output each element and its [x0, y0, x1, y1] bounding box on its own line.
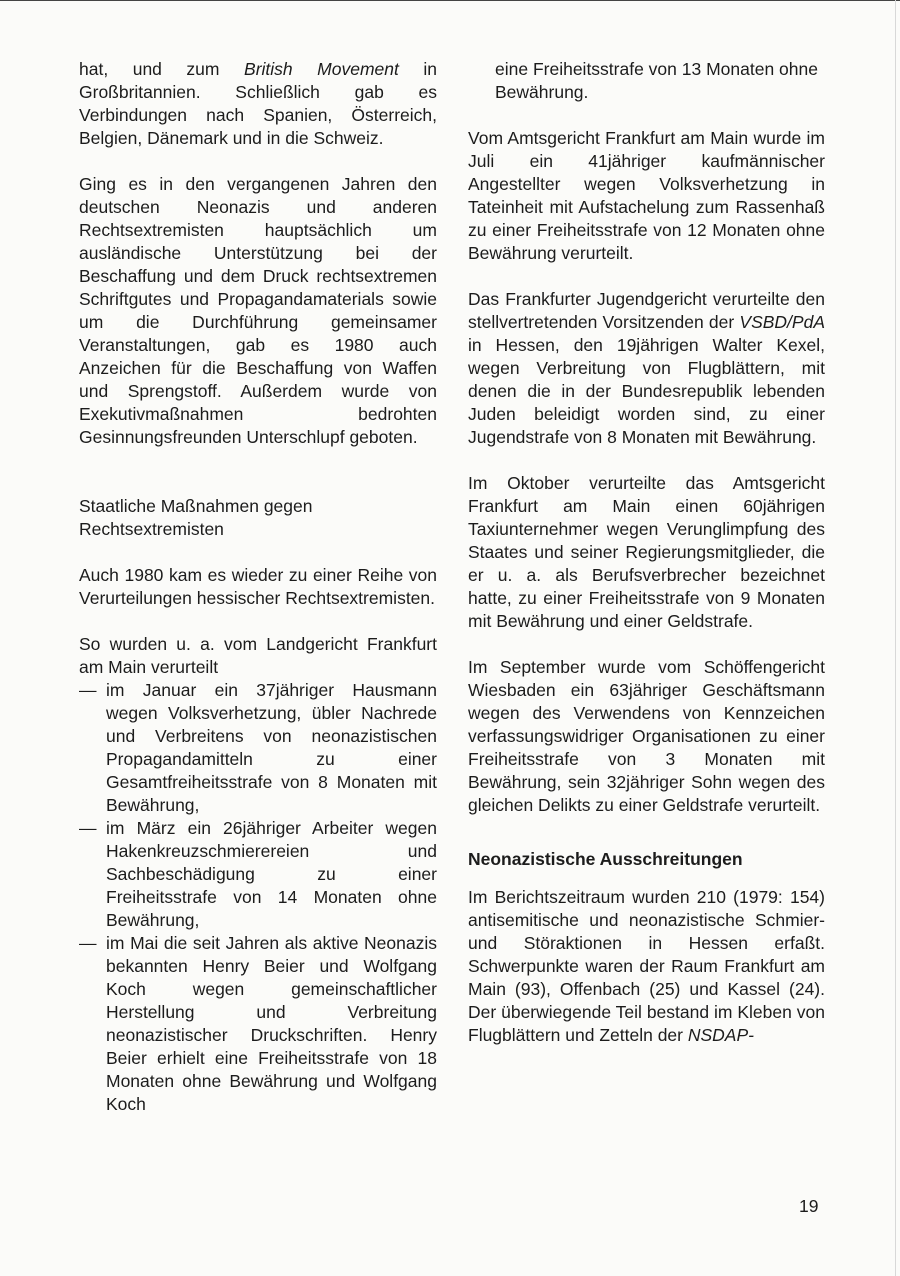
paragraph-incidents: Im Berichtszeitraum wurden 210 (1979: 154) antisemitische und neonazistische Schmier- und Störaktionen in Hessen erfaßt. Schwerpunkte waren der Raum Frankfurt am Main (93), Offenbach (25) und Kassel (24). Der überwiegende Teil bestand im Kleben von Flugblättern und Zetteln der NSDAP- [468, 887, 825, 1045]
left-column [79, 58, 437, 1116]
page-number: 19 [799, 1196, 819, 1216]
paragraph-amtsgericht-july: Vom Amtsgericht Frankfurt am Main wurde im Juli ein 41jähriger kaufmännischer Angestellter wegen Volksverhetzung in Tateinheit mit Aufstachelung zum Rassenhaß zu einer Freiheitsstrafe von 12 Monaten ohne Bewährung verurteilt. [468, 128, 825, 263]
section-title: Staatliche Maßnahmen gegen Rechtsextremisten [79, 496, 313, 539]
nsdap-italic: NSDAP- [687, 1025, 754, 1045]
list-item: — im Januar ein 37jähriger Hausmann wegen Volksverhetzung, übler Nachrede und Verbreitens von neonazistischen Propagandamitteln zu einer Gesamtfreiheitsstrafe von 8 Monaten mit Bewährung, [79, 679, 437, 817]
list-item: — im Mai die seit Jahren als aktive Neonazis bekannten Henry Beier und Wolfgang Koch wegen gemeinschaftlicher Herstellung und Verbreitung neonazistischer Druckschriften. Henry Beier erhielt eine Freiheitsstrafe von 18 Monaten ohne Bewährung und Wolfgang Koch [79, 932, 437, 1116]
british-movement-italic: British Movement [244, 59, 399, 79]
right-column [468, 58, 825, 1047]
paragraph-foreign-support: Ging es in den vergangenen Jahren den deutschen Neonazis und anderen Rechtsextremisten hauptsächlich um ausländische Unterstützung bei der Beschaffung und dem Druck rechtsextremen Schriftgutes und Propagandamaterials sowie um die Durchführung gemeinsamer Veranstaltungen, gab es 1980 auch Anzeichen für die Beschaffung von Waffen und Sprengstoff. Außerdem wurde von Exekutivmaßnahmen bedrohten Gesinnungsfreunden Unterschlupf geboten. [79, 174, 437, 447]
paragraph-september: Im September wurde vom Schöffengericht Wiesbaden ein 63jähriger Geschäftsmann wegen des Verwendens von Kennzeichen verfassungswidriger Organisationen zu einer Freiheitsstrafe von 3 Monaten mit Bewährung, sein 32jähriger Sohn wegen des gleichen Delikts zu einer Geldstrafe verurteilt. [468, 657, 825, 815]
paragraph-landgericht: So wurden u. a. vom Landgericht Frankfurt am Main verurteilt [79, 634, 437, 677]
paragraph-jugendgericht: Das Frankfurter Jugendgericht verurteilte den stellvertretenden Vorsitzenden der VSBD/PdA in Hessen, den 19jährigen Walter Kexel, wegen Verbreitung von Flugblättern, mit denen die in der Bundesrepublik lebenden Juden beleidigt worden sind, zu einer Jugendstrafe von 8 Monaten mit Bewährung. [468, 289, 825, 447]
list-item: — im März ein 26jähriger Arbeiter wegen Hakenkreuzschmierereien und Sachbeschädigung zu einer Freiheitsstrafe von 14 Monaten ohne Bewährung, [79, 817, 437, 932]
paragraph-october: Im Oktober verurteilte das Amtsgericht Frankfurt am Main einen 60jährigen Taxiunternehmer wegen Verunglimpfung des Staates und seiner Regierungsmitglieder, die er u. a. als Berufsverbrecher bezeichnet hatte, zu einer Freiheitsstrafe von 9 Monaten mit Bewährung und einer Geldstrafe. [468, 473, 825, 631]
right-border-line [895, 0, 896, 1276]
top-border-line [0, 0, 900, 1]
paragraph-british-movement: hat, und zum British Movement in Großbritannien. Schließlich gab es Verbindungen nach Spanien, Österreich, Belgien, Dänemark und in die Schweiz. [79, 59, 437, 148]
vsbd-pda-italic: VSBD/PdA [739, 312, 825, 332]
paragraph-convictions-intro: Auch 1980 kam es wieder zu einer Reihe von Verurteilungen hessischer Rechtsextremisten. [79, 565, 437, 608]
paragraph-continuation: eine Freiheitsstrafe von 13 Monaten ohne Bewährung. [495, 59, 818, 102]
section-heading: Neonazistische Ausschreitungen [468, 849, 743, 869]
verdict-list [79, 679, 437, 1116]
